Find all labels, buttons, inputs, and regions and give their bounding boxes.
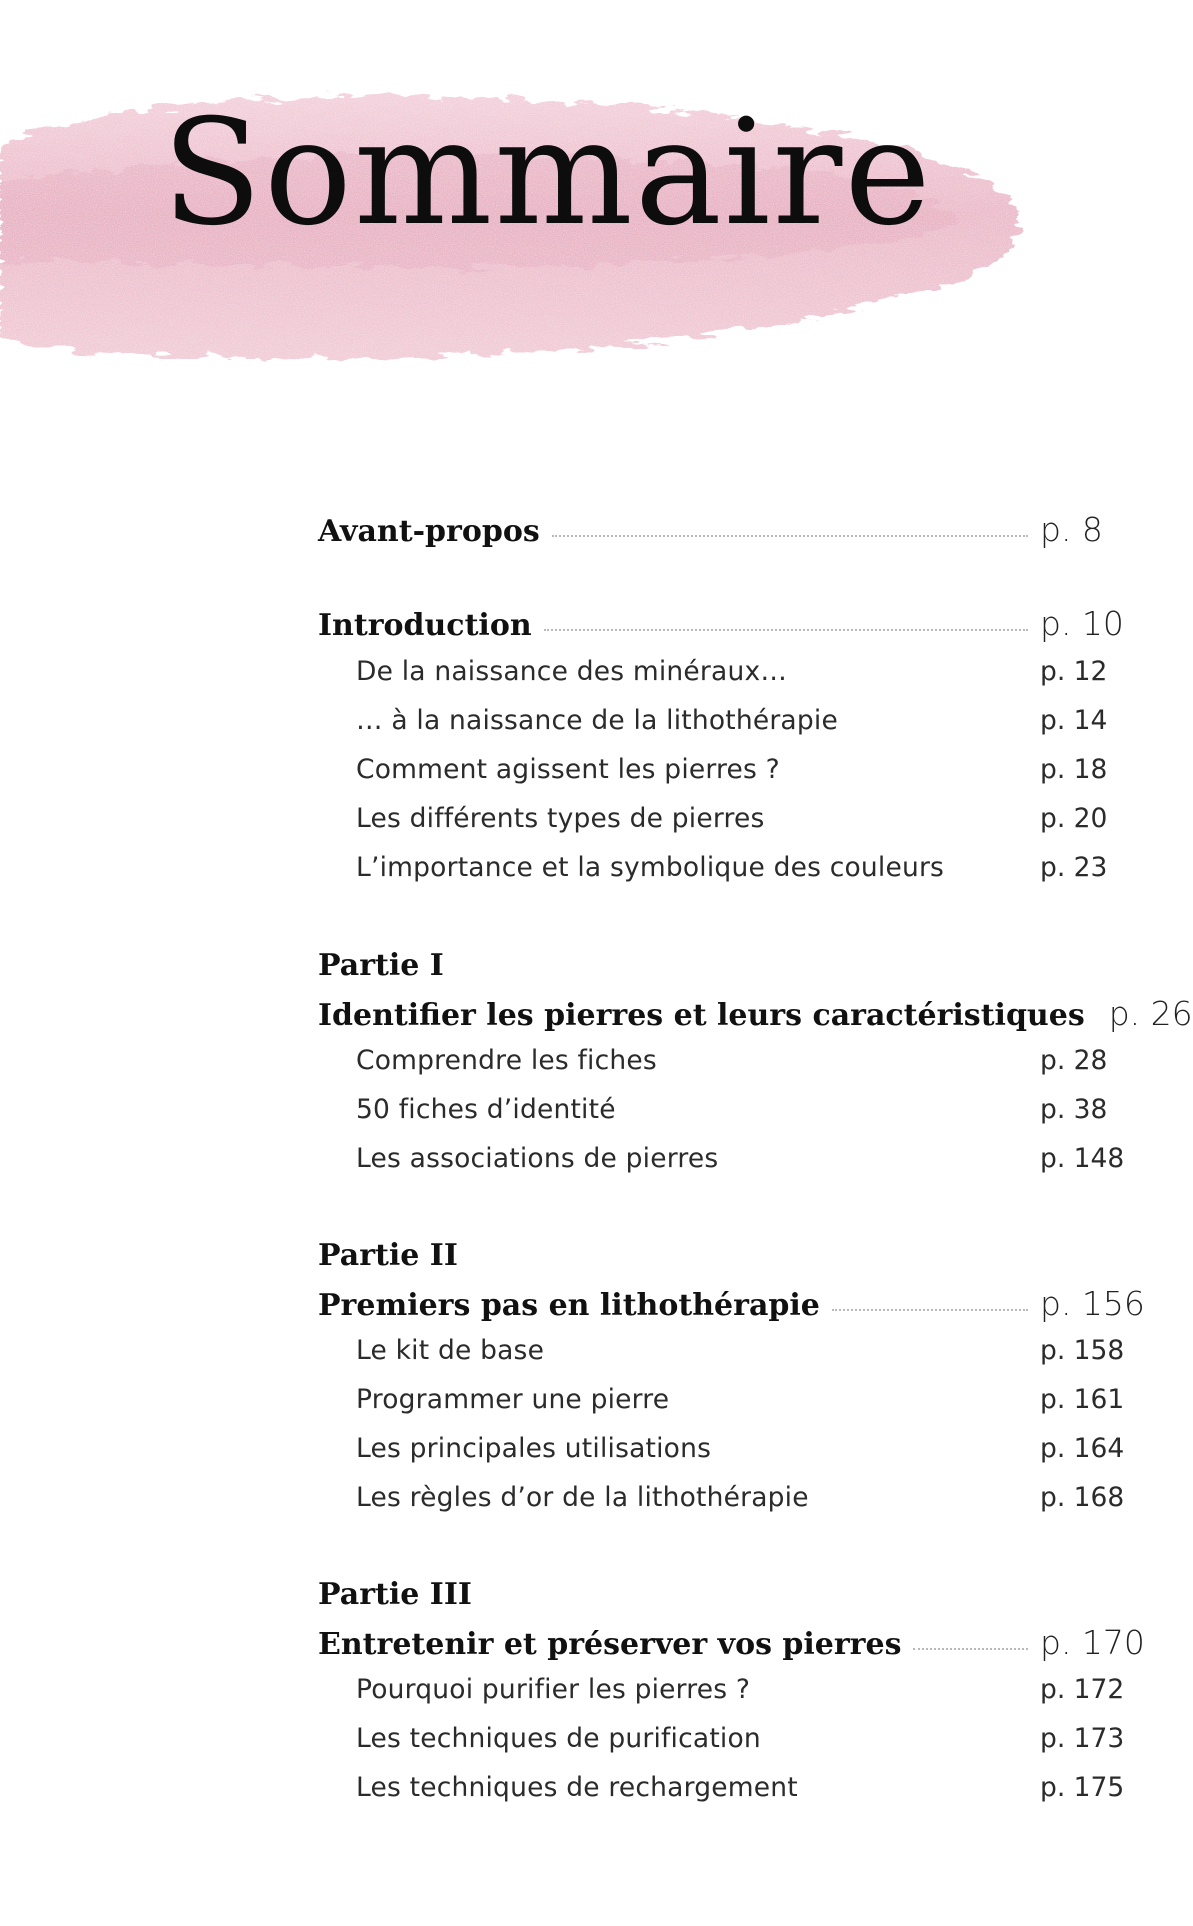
dot-leader [832,1309,1028,1311]
toc-subentry-page: p. 173 [1040,1723,1125,1754]
toc-subentry-page: p. 164 [1040,1433,1125,1464]
toc-entry-page: p. 8 [1040,510,1103,549]
page-title: Sommaire [162,88,933,258]
toc-subentry-page: p. 158 [1040,1335,1125,1366]
part-label: Partie III [318,1577,472,1612]
toc-subentry[interactable] [318,1045,1148,1076]
dot-leader [552,535,1028,537]
toc-subentry-page: p. 12 [1040,656,1108,687]
toc-entry-label: Avant-propos [318,514,540,549]
toc-subentry-label: … à la naissance de la lithothérapie [356,705,838,736]
toc-subentry[interactable] [318,1094,1148,1125]
toc-subentry-label: Les règles d’or de la lithothérapie [356,1482,809,1513]
toc-entry-label: Identifier les pierres et leurs caractéristiques [318,998,1085,1033]
toc-subentry-page: p. 28 [1040,1045,1108,1076]
toc-entry-page: p. 10 [1040,604,1124,643]
toc-subentry[interactable] [318,1433,1148,1464]
toc-subentry-label: Les techniques de purification [356,1723,761,1754]
toc-subentry-label: Le kit de base [356,1335,545,1366]
toc-subentry-page: p. 172 [1040,1674,1125,1705]
toc-subentry-page: p. 18 [1040,754,1108,785]
toc-subentry-label: Comment agissent les pierres ? [356,754,780,785]
toc-entry-label: Entretenir et préserver vos pierres [318,1627,902,1662]
toc-subentry[interactable] [318,656,1148,687]
toc-subentry-label: Pourquoi purifier les pierres ? [356,1674,751,1705]
toc-subentry[interactable] [318,1772,1148,1803]
toc-subentry-page: p. 175 [1040,1772,1125,1803]
toc-entry-partie-1[interactable] [318,994,1193,1033]
toc-subentry-page: p. 14 [1040,705,1108,736]
toc-entry-page: p. 170 [1040,1623,1145,1662]
part-label: Partie I [318,948,444,983]
toc-subentry-page: p. 38 [1040,1094,1108,1125]
toc-subentry-page: p. 168 [1040,1482,1125,1513]
dot-leader [544,629,1028,631]
part-label: Partie II [318,1238,458,1273]
toc-entry-label: Introduction [318,608,532,643]
toc-subentry-page: p. 23 [1040,852,1108,883]
toc-entry-introduction[interactable] [318,604,1148,643]
toc-subentry-label: Comprendre les fiches [356,1045,657,1076]
part-heading [318,948,1148,983]
toc-subentry-page: p. 161 [1040,1384,1125,1415]
toc-subentry[interactable] [318,1674,1148,1705]
toc-subentry-page: p. 20 [1040,803,1108,834]
dot-leader [913,1648,1028,1650]
toc-subentry-label: Programmer une pierre [356,1384,670,1415]
toc-subentry-label: Les associations de pierres [356,1143,719,1174]
toc-entry-avant-propos[interactable] [318,510,1148,549]
toc-subentry-label: Les techniques de rechargement [356,1772,798,1803]
toc-subentry[interactable] [318,754,1148,785]
toc-entry-page: p. 26 [1108,994,1193,1033]
toc-subentry-label: Les différents types de pierres [356,803,765,834]
toc-entry-partie-2[interactable] [318,1284,1148,1323]
toc-subentry[interactable] [318,852,1148,883]
toc-subentry[interactable] [318,1143,1148,1174]
toc-subentry-label: De la naissance des minéraux… [356,656,788,687]
toc-subentry-page: p. 148 [1040,1143,1125,1174]
toc-subentry[interactable] [318,803,1148,834]
toc-subentry[interactable] [318,1723,1148,1754]
toc-entry-label: Premiers pas en lithothérapie [318,1288,820,1323]
toc-subentry-label: L’importance et la symbolique des couleurs [356,852,945,883]
toc-entry-page: p. 156 [1040,1284,1145,1323]
toc-entry-partie-3[interactable] [318,1623,1148,1662]
table-of-contents [318,0,1193,1926]
toc-subentry-label: Les principales utilisations [356,1433,712,1464]
toc-subentry[interactable] [318,1384,1148,1415]
toc-subentry[interactable] [318,705,1148,736]
part-heading [318,1238,1148,1273]
part-heading [318,1577,1148,1612]
toc-subentry[interactable] [318,1335,1148,1366]
toc-subentry[interactable] [318,1482,1148,1513]
toc-subentry-label: 50 fiches d’identité [356,1094,616,1125]
